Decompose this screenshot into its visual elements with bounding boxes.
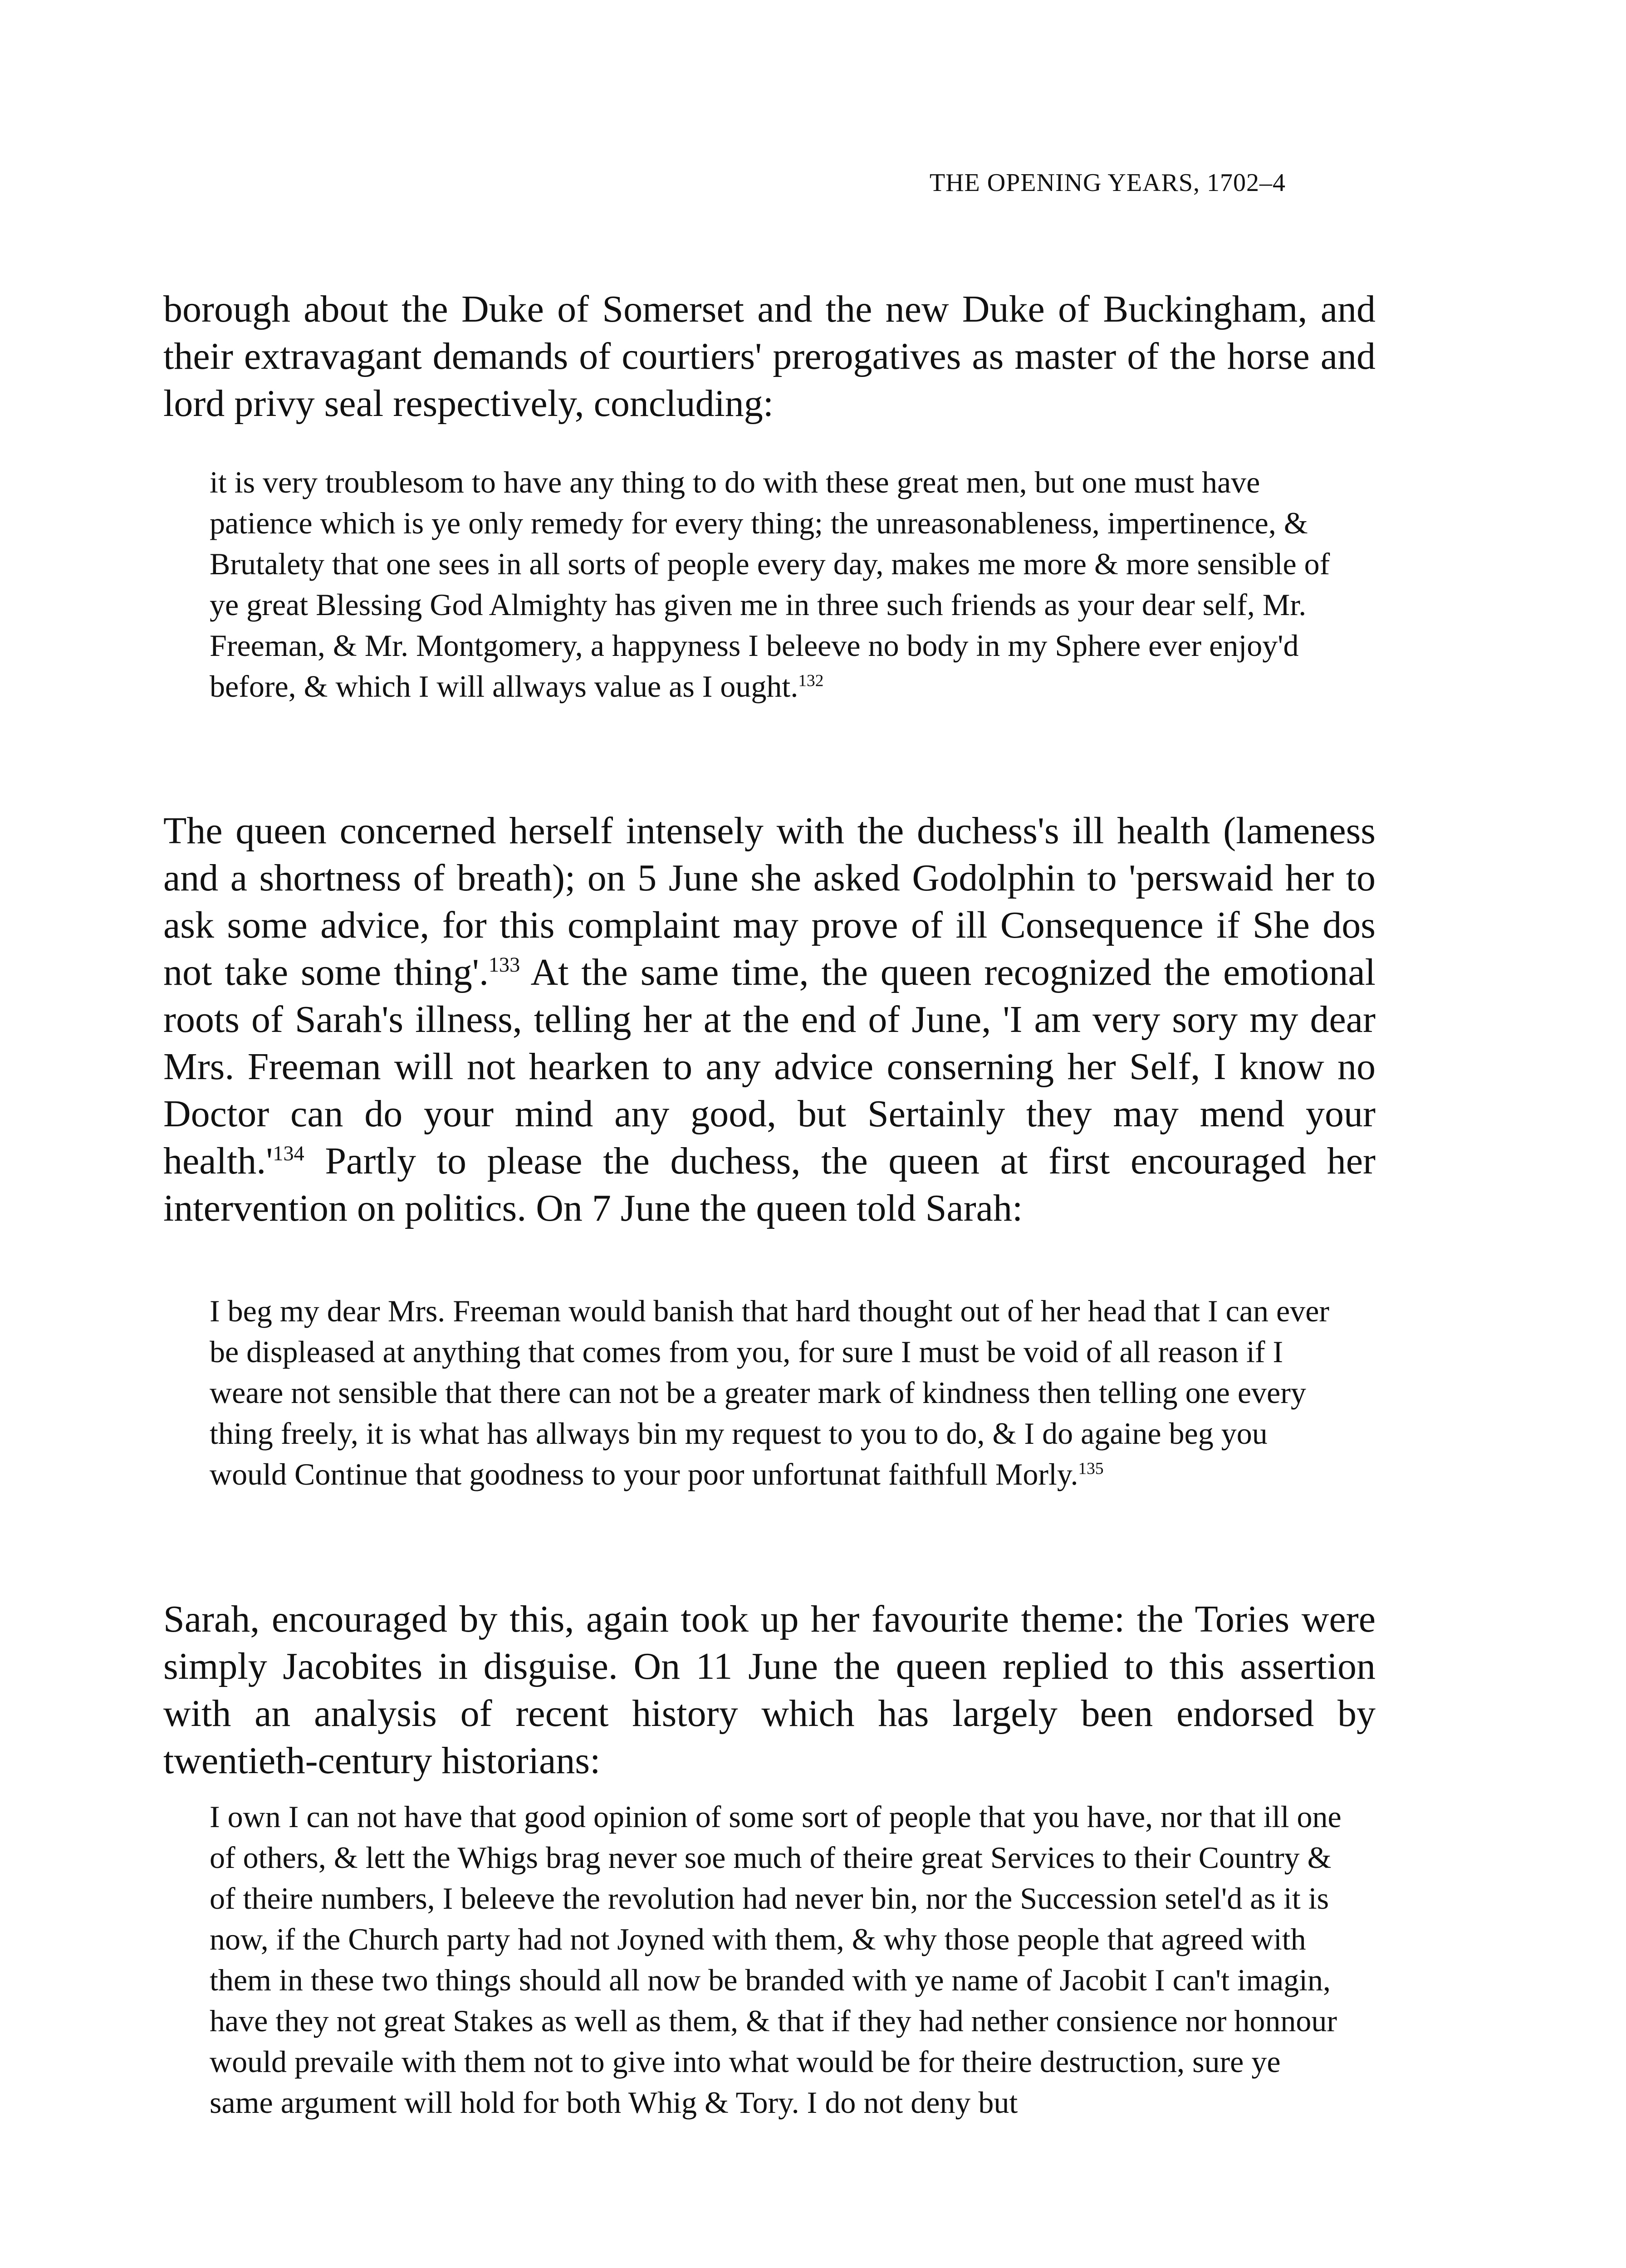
block-quote-2 [210, 1290, 1344, 1495]
running-head: THE OPENING YEARS, 1702–4 [929, 169, 1286, 197]
paragraph-intro-text: borough about the Duke of Somerset and the new Duke of Buckingham, and their extravagant demands of courtiers' prerogatives as master of the horse and lord privy seal respectively, concluding: [163, 288, 1376, 425]
footnote-ref-135: 135 [1078, 1459, 1104, 1478]
block-quote-3-text: I own I can not have that good opinion of some sort of people that you have, nor that ill one of others, & lett the Whigs brag never soe much of theire great Services to their Country & of theire numbers, I beleeve the revolution had never bin, nor the Succession setel'd as it is now, if the Church party had not Joyned with them, & why those people that agreed with them in these two things should all now be branded with ye name of Jacobit I can't imagin, have they not great Stakes as well as them, & that if they had nether consience nor honnour would prevaile with them not to give into what would be for theire destruction, sure ye same argument will hold for both Whig & Tory. I do not deny but [210, 1799, 1342, 2120]
paragraph-tories-text: Sarah, encouraged by this, again took up her favourite theme: the Tories were simply Jacobites in disguise. On 11 June the queen replied to this assertion with an analysis of recent history which has largely been endorsed by twentieth-century historians: [163, 1598, 1376, 1782]
paragraph-duchess-health [163, 807, 1376, 1232]
paragraph-intro [163, 286, 1376, 427]
paragraph-tories [163, 1596, 1376, 1784]
block-quote-1-text: it is very troublesom to have any thing to do with these great men, but one must have patience which is ye only remedy for every thing; the unreasonableness, impertinence, & Brutalety that one sees in all sorts of people every day, makes me more & more sensible of ye great Blessing God Almighty has given me in three such friends as your dear self, Mr. Freeman, & Mr. Montgomery, a happyness I beleeve no body in my Sphere ever enjoy'd before, & which I will allways value as I ought. [210, 465, 1330, 704]
footnote-ref-132: 132 [798, 671, 824, 690]
block-quote-3 [210, 1796, 1344, 2123]
footnote-ref-133: 133 [488, 953, 520, 976]
footnote-ref-134: 134 [273, 1142, 304, 1165]
paragraph-duchess-health-text-a: The queen concerned herself intensely with the duchess's ill health (lameness and a shortness of breath); on 5 June she asked Godolphin to 'perswaid her to ask some advice, for this complaint may prove of ill Consequence if She dos not take some thing'. [163, 810, 1376, 993]
block-quote-1 [210, 462, 1344, 707]
paragraph-duchess-health-text-b: At the same time, the queen recognized the emotional roots of Sarah's illness, telling her at the end of June, 'I am very sory my dear Mrs. Freeman will not hearken to any advice conserning her Self, I know no Doctor can do your mind any good, but Sertainly they may mend your health.' [163, 951, 1376, 1182]
block-quote-2-text: I beg my dear Mrs. Freeman would banish that hard thought out of her head that I can ever be displeased at anything that comes from you, for sure I must be void of all reason if I weare not sensible that there can not be a greater mark of kindness then telling one every thing freely, it is what has allways bin my request to you to do, & I do againe beg you would Continue that goodness to your poor unfortunat faithfull Morly. [210, 1294, 1330, 1491]
paragraph-duchess-health-text-c: Partly to please the duchess, the queen at first encouraged her intervention on politics. On 7 June the queen told Sarah: [163, 1140, 1376, 1229]
